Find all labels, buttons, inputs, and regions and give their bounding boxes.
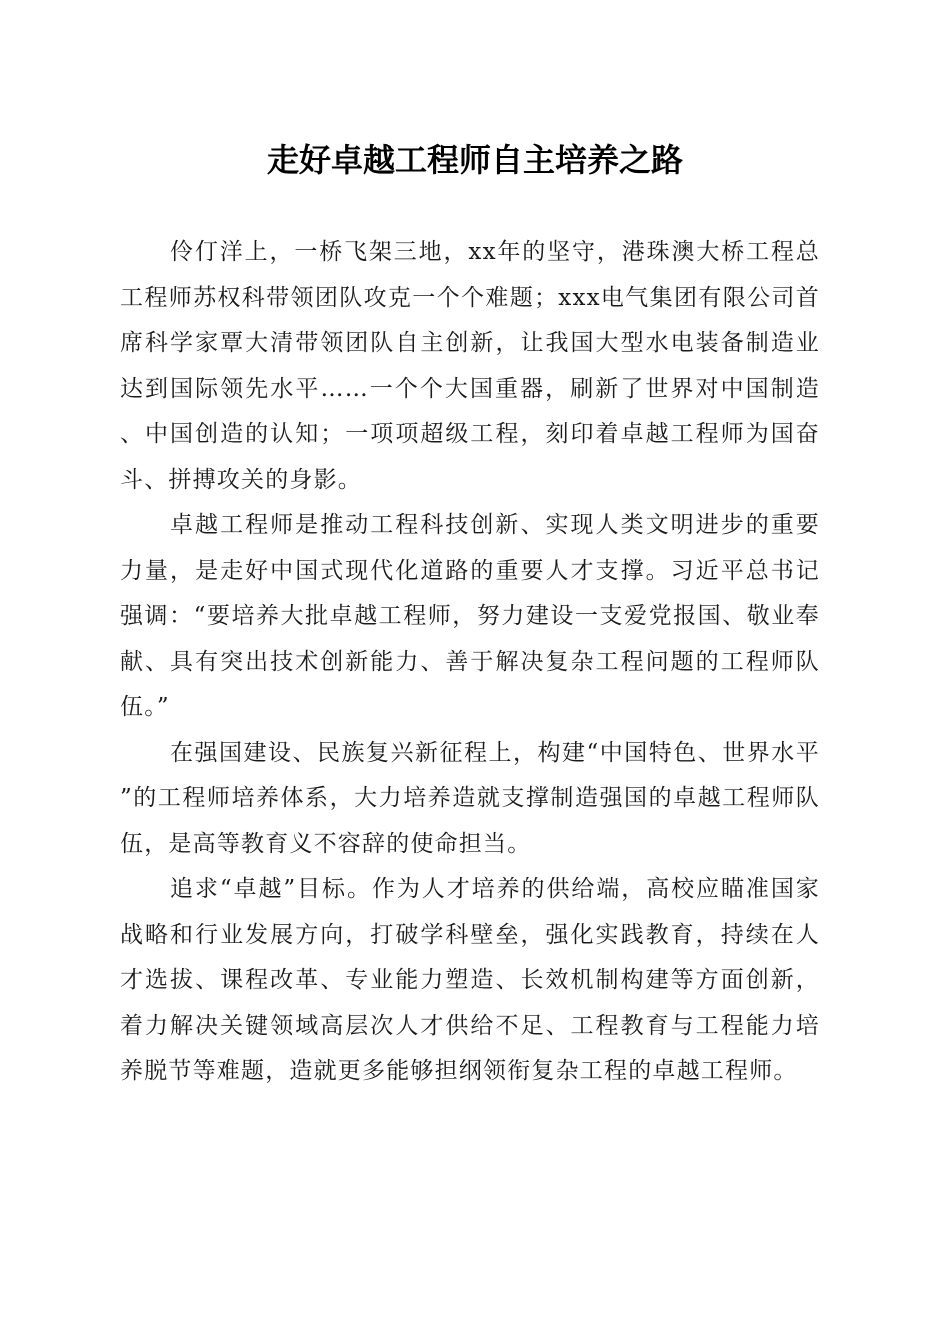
article-body — [120, 230, 820, 1095]
paragraph-4: 追求“卓越”目标。作为人才培养的供给端，高校应瞄准国家战略和行业发展方向，打破学科壁垒，强化实践教育，持续在人才选拔、课程改革、专业能力塑造、长效机制构建等方面创新，着力解决关键领域高层次人才供给不足、工程教育与工程能力培养脱节等难题，造就更多能够担纲领衔复杂工程的卓越工程师。 — [120, 876, 820, 1084]
paragraph-3: 在强国建设、民族复兴新征程上，构建“中国特色、世界水平”的工程师培养体系，大力培养造就支撑制造强国的卓越工程师队伍，是高等教育义不容辞的使命担当。 — [120, 739, 820, 857]
page-title: 走好卓越工程师自主培养之路 — [266, 141, 683, 179]
paragraph-2: 卓越工程师是推动工程科技创新、实现人类文明进步的重要力量，是走好中国式现代化道路的重要人才支撑。习近平总书记强调：“要培养大批卓越工程师，努力建设一支爱党报国、敬业奉献、具有突出技术创新能力、善于解决复杂工程问题的工程师队伍。” — [120, 512, 820, 720]
paragraph-1: 伶仃洋上，一桥飞架三地，xx年的坚守，港珠澳大桥工程总工程师苏权科带领团队攻克一个个难题；xxx电气集团有限公司首席科学家覃大清带领团队自主创新，让我国大型水电装备制造业达到国际领先水平……一个个大国重器，刷新了世界对中国制造、中国创造的认知；一项项超级工程，刻印着卓越工程师为国奋斗、拼搏攻关的身影。 — [120, 239, 820, 493]
